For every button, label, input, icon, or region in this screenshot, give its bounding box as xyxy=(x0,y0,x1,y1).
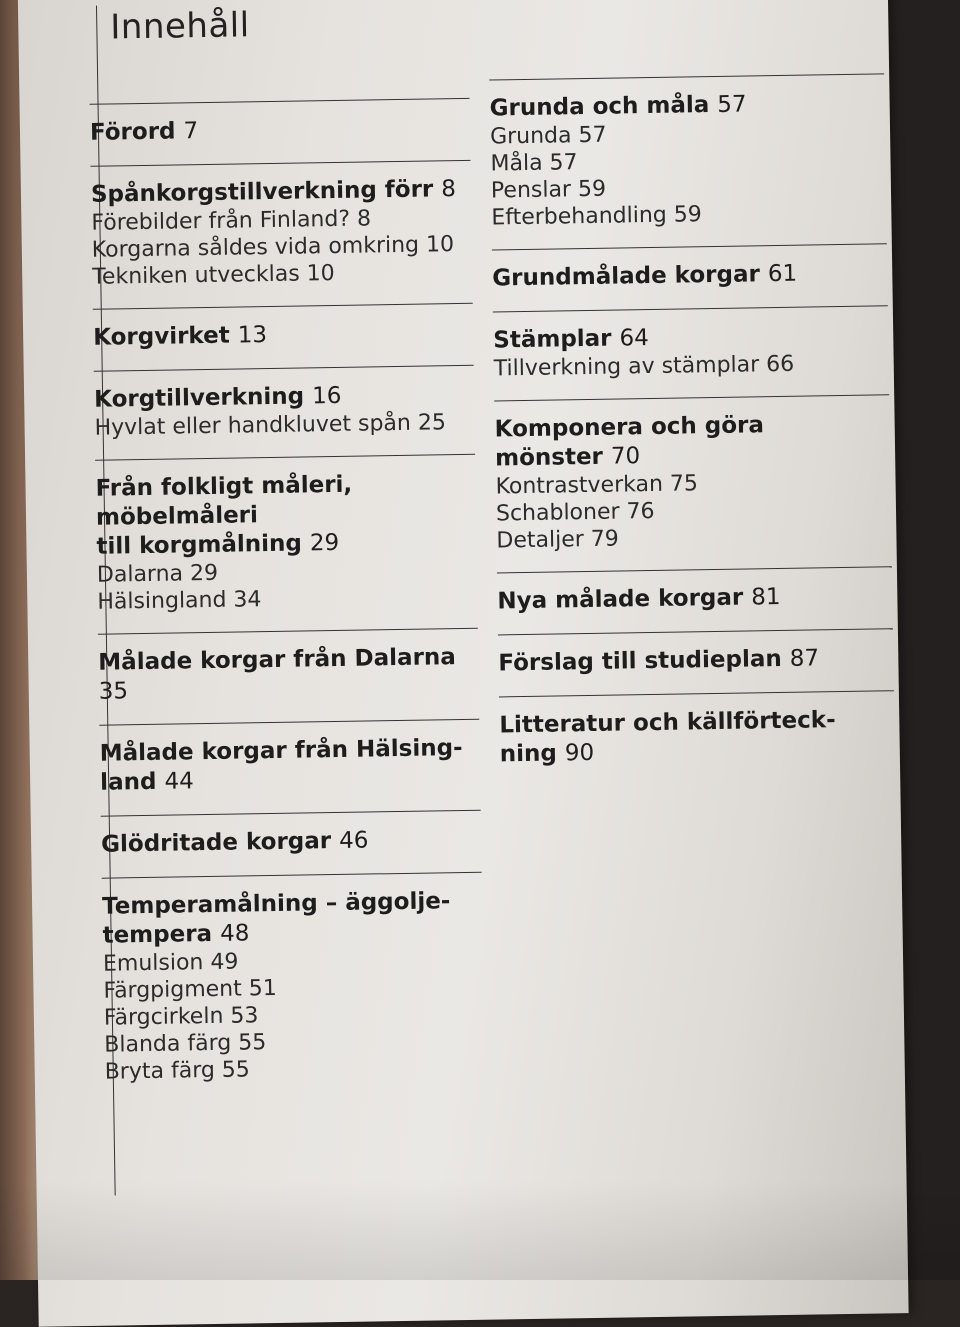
toc-page-number: 13 xyxy=(237,322,268,349)
toc-heading-text: Förord xyxy=(89,118,176,146)
toc-subentry[interactable]: Förebilder från Finland? 8 xyxy=(91,206,372,236)
toc-page-number: 16 xyxy=(311,382,342,410)
toc-page-number: 61 xyxy=(767,260,798,288)
toc-subentry[interactable]: Efterbehandling 59 xyxy=(491,202,702,231)
toc-section xyxy=(99,720,480,816)
toc-heading-text: Grundmålade korgar xyxy=(492,261,761,292)
toc-heading-text: Korgvirket xyxy=(93,322,230,351)
toc-subentry[interactable]: Korgarna såldes vida omkring 10 xyxy=(91,232,455,263)
toc-heading-text: Nya målade korgar xyxy=(497,584,744,615)
toc-section xyxy=(101,811,482,878)
toc-section xyxy=(93,304,474,371)
toc-subentry[interactable]: Schabloner 76 xyxy=(495,498,655,527)
toc-heading[interactable] xyxy=(497,581,892,616)
toc-heading-text: Glödritade korgar xyxy=(100,828,332,858)
toc-subentry[interactable]: Måla 57 xyxy=(490,150,578,177)
toc-subentry[interactable]: Dalarna 29 xyxy=(96,560,219,588)
toc-page-number: 81 xyxy=(751,584,781,611)
toc-heading-text: land xyxy=(99,768,157,796)
toc-heading-line: Komponera och göra xyxy=(494,412,765,443)
toc-heading[interactable] xyxy=(100,763,480,798)
toc-heading-text: Korgtillverkning xyxy=(93,383,305,413)
toc-section xyxy=(498,629,894,696)
toc-page-number: 87 xyxy=(789,645,820,672)
toc-heading-text: Stämplar xyxy=(493,325,612,354)
toc-heading-line: Målade korgar från Hälsing- xyxy=(99,735,463,767)
toc-page-number: 64 xyxy=(619,325,650,352)
toc-heading-line: Från folkligt måleri, xyxy=(95,471,353,502)
toc-page-number: 35 xyxy=(98,678,129,705)
toc-section xyxy=(489,74,887,249)
toc-right-column xyxy=(489,73,895,787)
toc-section xyxy=(497,567,893,634)
toc-subentry[interactable]: Färgcirkeln 53 xyxy=(103,1003,259,1031)
toc-page-number: 48 xyxy=(219,920,250,947)
toc-subentry[interactable]: Grunda 57 xyxy=(489,122,607,150)
toc-subentry[interactable]: Detaljer 79 xyxy=(496,526,620,554)
toc-page-number: 8 xyxy=(441,176,457,203)
toc-heading-text: Förslag till studieplan xyxy=(498,645,782,677)
toc-section xyxy=(492,244,888,311)
toc-section xyxy=(91,161,473,309)
toc-subentry[interactable]: Bryta färg 55 xyxy=(104,1057,251,1085)
page-title: Innehåll xyxy=(110,5,250,48)
toc-left-column xyxy=(90,98,486,1104)
toc-subentry[interactable]: Blanda färg 55 xyxy=(104,1030,267,1058)
toc-page-number: 70 xyxy=(610,443,641,470)
toc-heading-line: möbelmåleri xyxy=(95,502,259,531)
toc-heading[interactable] xyxy=(93,318,473,353)
toc-heading[interactable] xyxy=(492,258,887,293)
toc-subentry[interactable]: Penslar 59 xyxy=(490,176,607,204)
toc-section xyxy=(493,306,889,400)
toc-heading-text: mönster xyxy=(494,443,604,472)
toc-heading-line: Litteratur och källförteck- xyxy=(499,707,836,739)
toc-subentry[interactable]: Hyvlat eller handkluvet spån 25 xyxy=(94,410,447,441)
toc-heading[interactable] xyxy=(90,113,470,148)
book-page xyxy=(17,0,908,1327)
toc-heading-text: tempera xyxy=(102,920,213,949)
toc-section xyxy=(94,366,475,460)
toc-subentry[interactable]: Tekniken utvecklas 10 xyxy=(92,260,335,290)
toc-heading[interactable] xyxy=(98,643,479,707)
toc-page-number: 57 xyxy=(717,91,747,118)
toc-section xyxy=(494,395,892,572)
toc-heading-text: Spånkorgstillverkning förr xyxy=(90,176,434,208)
toc-heading[interactable] xyxy=(101,825,481,860)
toc-heading[interactable] xyxy=(500,734,895,769)
toc-section xyxy=(499,691,895,787)
toc-subentry[interactable]: Tillverkning av stämplar 66 xyxy=(493,351,795,382)
toc-page-number: 29 xyxy=(309,529,340,557)
toc-page-number: 7 xyxy=(183,118,199,145)
toc-page-number: 44 xyxy=(164,768,194,795)
toc-subentry[interactable]: Hälsingland 34 xyxy=(97,587,262,615)
toc-page-number: 46 xyxy=(338,827,369,854)
toc-section xyxy=(90,99,471,166)
toc-heading-text: till korgmålning xyxy=(96,530,303,560)
toc-heading-text: ning xyxy=(499,740,558,768)
toc-section xyxy=(95,455,478,634)
toc-heading[interactable] xyxy=(91,175,471,210)
toc-page-number: 90 xyxy=(564,739,595,767)
toc-heading[interactable] xyxy=(498,643,893,678)
toc-section xyxy=(102,873,485,1104)
toc-heading-text: Grunda och måla xyxy=(489,92,710,122)
toc-section xyxy=(98,629,479,725)
toc-subentry[interactable]: Emulsion 49 xyxy=(102,949,239,977)
toc-heading-line: Temperamålning – äggolje- xyxy=(101,888,451,920)
toc-subentry[interactable]: Kontrastverkan 75 xyxy=(495,471,699,500)
toc-heading-text: Målade korgar från Dalarna xyxy=(98,644,457,676)
toc-subentry[interactable]: Färgpigment 51 xyxy=(103,975,277,1004)
